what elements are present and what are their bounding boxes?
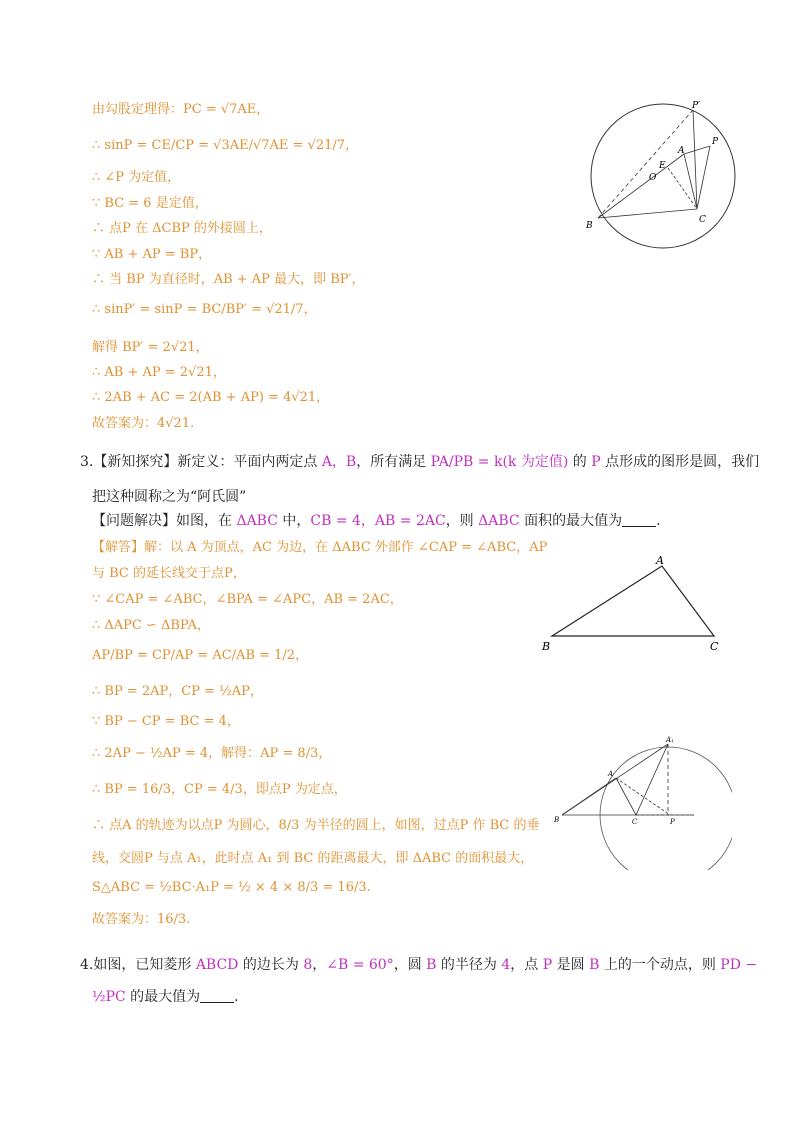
- solution-line: 由勾股定理得：PC = √7AE，: [92, 102, 270, 117]
- solution-line: ∴ ∠P 为定值，: [92, 170, 181, 185]
- fig2-label-b: B: [542, 640, 551, 653]
- fig1-label-b: B: [586, 221, 593, 231]
- solution-line: 与 BC 的延长线交于点P，: [92, 566, 246, 581]
- solution-line: ∴ 2AP − ½AP = 4，解得：AP = 8/3，: [92, 746, 332, 761]
- q3-line2: 把这种圆称之为“阿氏圆”: [92, 489, 247, 505]
- solution-line: ∴ 2AB + AC = 2(AB + AP) = 4√21，: [92, 390, 330, 405]
- q3-line3: 【问题解决】如图，在 ΔABC 中，CB = 4，AB = 2AC，则 ΔABC 面积的最大值为 .: [92, 513, 661, 529]
- solution-line: ∴ sinP = CE/CP = √3AE/√7AE = √21/7，: [92, 138, 359, 153]
- solution-line: ∴ BP = 16/3，CP = 4/3，即点P 为定点，: [92, 782, 347, 797]
- q4-line2: ½PC 的最大值为 .: [92, 989, 239, 1005]
- solution-line: ∴ sinP′ = sinP = BC/BP′ = √21/7，: [92, 302, 317, 317]
- solution-line: S△ABC = ½BC·A₁P = ½ × 4 × 8/3 = 16/3.: [92, 880, 371, 895]
- solution-line: 故答案为：4√21.: [92, 416, 195, 431]
- solution-line: ∴ 当 BP 为直径时，AB + AP 最大，即 BP′，: [92, 272, 365, 287]
- solution-line: ∴ AB + AP = 2√21，: [92, 365, 226, 380]
- q4-line1: 4.如图，已知菱形 ABCD 的边长为 8，∠B = 60°，圆 B 的半径为 4，点 P 是圆 B 上的一个动点，则 PD −: [80, 957, 758, 973]
- solution-line: ∵ BP − CP = BC = 4，: [92, 714, 240, 729]
- solution-line: ∴ ΔAPC ∽ ΔBPA，: [92, 618, 210, 633]
- figure-apollonius: [552, 734, 732, 870]
- fig1-label-pprime: P′: [692, 101, 701, 111]
- solution-line: ∵ BC = 6 是定值，: [92, 196, 208, 211]
- fig3-label-a1: A₁: [666, 736, 674, 744]
- fig2-label-a: A: [656, 554, 664, 567]
- solution-line: ∴ 点A 的轨迹为以点P 为圆心，8/3 为半径的圆上，如图，过点P 作 BC 的垂: [92, 818, 540, 833]
- fig1-label-p: P: [712, 137, 719, 147]
- fig3-label-p: P: [670, 818, 675, 826]
- figure-triangle: [538, 552, 728, 656]
- fig3-label-b: B: [554, 816, 560, 824]
- solution-line: ∴ 点P 在 ΔCBP 的外接圆上，: [92, 221, 272, 236]
- answer-blank-q3: [622, 512, 656, 527]
- fig3-label-c: C: [632, 818, 638, 826]
- answer-blank-q4: [200, 988, 234, 1003]
- figure-circle-1: [580, 98, 750, 258]
- solution-line: ∵ AB + AP = BP，: [92, 247, 212, 262]
- fig2-label-c: C: [710, 640, 719, 653]
- fig1-label-a: A: [678, 146, 685, 156]
- solution-line: AP/BP = CP/AP = AC/AB = 1/2，: [92, 648, 309, 663]
- q3-line1: 3.【新知探究】新定义：平面内两定点 A，B，所有满足 PA/PB = k(k 为定值) 的 P 点形成的图形是圆，我们: [80, 454, 760, 470]
- fig3-label-a: A: [608, 770, 614, 778]
- solution-line: 故答案为：16/3.: [92, 912, 191, 927]
- solution-line: 【解答】解：以 A 为顶点，AC 为边，在 ΔABC 外部作 ∠CAP = ∠ABC，AP: [92, 540, 548, 555]
- solution-line: 解得 BP′ = 2√21，: [92, 340, 209, 355]
- solution-line: ∴ BP = 2AP，CP = ½AP，: [92, 684, 263, 699]
- fig1-label-c: C: [699, 215, 706, 225]
- fig1-label-e: E: [659, 161, 666, 171]
- solution-line: 线，交圆P 与点 A₁，此时点 A₁ 到 BC 的距离最大，即 ΔABC 的面积最大，: [92, 851, 534, 866]
- solution-line: ∵ ∠CAP = ∠ABC，∠BPA = ∠APC，AB = 2AC，: [92, 592, 403, 607]
- fig1-label-o: O: [649, 173, 657, 183]
